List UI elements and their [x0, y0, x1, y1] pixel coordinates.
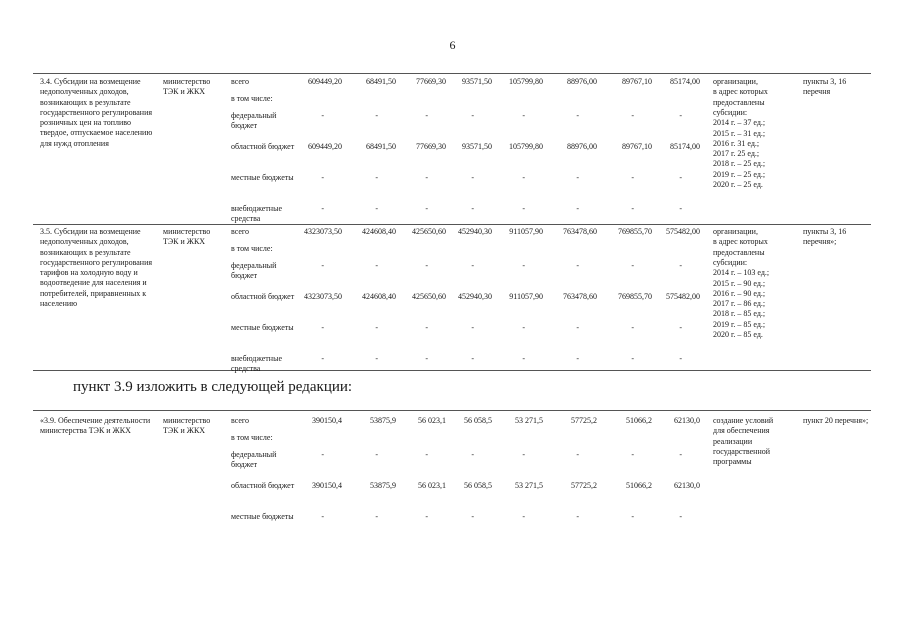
expected-result-line: создание условий [713, 416, 774, 425]
funding-value: - [576, 204, 579, 213]
funding-value: 424608,40 [362, 227, 396, 236]
funding-value: - [425, 450, 428, 459]
program-item-title: 3.4. Субсидии на возмещение недополученных доходов, возникающих в результате государственного регулирования розничных цен на топливо твердое, отпускаемое населению для нужд отопления [40, 77, 153, 148]
expected-result-line: организации, [713, 77, 758, 86]
funding-value: 609449,20 [308, 77, 342, 86]
expected-result-line: 2016 г. – 90 ед.; [713, 288, 766, 298]
funding-value: - [375, 512, 378, 521]
funding-value: 911057,90 [509, 292, 543, 301]
funding-value: - [321, 450, 324, 459]
funding-value: - [471, 261, 474, 270]
expected-result-line: 2019 г. – 85 ед.; [713, 319, 766, 329]
funding-value: - [576, 450, 579, 459]
funding-value: - [522, 111, 525, 120]
funding-value: - [471, 354, 474, 363]
funding-value: - [522, 450, 525, 459]
funding-value: - [375, 111, 378, 120]
funding-value: - [679, 111, 682, 120]
funding-value: 88976,00 [567, 142, 597, 151]
funding-value: 53 271,5 [515, 481, 543, 490]
funding-value: - [679, 261, 682, 270]
funding-value: - [375, 450, 378, 459]
expected-result-line: в адрес которых [713, 87, 768, 97]
funding-value: - [425, 204, 428, 213]
funding-value: 575482,00 [666, 227, 700, 236]
funding-value: 105799,80 [509, 142, 543, 151]
funding-value: 609449,20 [308, 142, 342, 151]
expected-result-line: 2018 г. – 85 ед.; [713, 309, 766, 319]
funding-value: 51066,2 [626, 481, 652, 490]
funding-value: 56 023,1 [418, 481, 446, 490]
funding-source-label: федеральный бюджет [231, 261, 277, 281]
expected-result-line: 2017 г. – 86 ед.; [713, 299, 766, 309]
funding-value: - [679, 173, 682, 182]
funding-value: - [631, 323, 634, 332]
funding-value: - [576, 111, 579, 120]
expected-result-line: 2019 г. – 25 ед.; [713, 169, 766, 179]
funding-value: 85174,00 [670, 77, 700, 86]
executor: министерство ТЭК и ЖКХ [163, 227, 211, 247]
funding-value: - [375, 354, 378, 363]
funding-value: - [375, 261, 378, 270]
executor: министерство ТЭК и ЖКХ [163, 416, 211, 436]
funding-value: 769855,70 [618, 227, 652, 236]
funding-value: 425650,60 [412, 292, 446, 301]
funding-value: - [321, 354, 324, 363]
funding-value: 424608,40 [362, 292, 396, 301]
funding-value: - [425, 323, 428, 332]
funding-value: - [375, 204, 378, 213]
funding-value: 68491,50 [366, 142, 396, 151]
funding-value: 53875,9 [370, 481, 396, 490]
funding-value: - [679, 512, 682, 521]
funding-value: 51066,2 [626, 416, 652, 425]
funding-value: 452940,30 [458, 227, 492, 236]
expected-result-line: 2014 г. – 103 ед.; [713, 268, 770, 278]
section-heading: пункт 3.9 изложить в следующей редакции: [73, 379, 353, 395]
funding-value: - [631, 204, 634, 213]
expected-result-line: предоставлены [713, 97, 765, 107]
funding-value: - [425, 173, 428, 182]
funding-value: 93571,50 [462, 77, 492, 86]
table-top-rule-2 [33, 410, 871, 411]
funding-value: - [631, 111, 634, 120]
funding-value: - [576, 173, 579, 182]
funding-value: 68491,50 [366, 77, 396, 86]
funding-value: - [471, 450, 474, 459]
funding-value: - [321, 173, 324, 182]
expected-result-line: 2017 г. 25 ед.; [713, 149, 760, 159]
funding-source-label: всего [231, 416, 250, 425]
program-item-title: 3.5. Субсидии на возмещение недополученных доходов, возникающих в результате государственного регулирования тарифов на холодную воду и водоотведение для населения и потребителей, приравненных к населению [40, 227, 153, 309]
funding-value: - [321, 261, 324, 270]
funding-value: - [631, 450, 634, 459]
funding-value: 77669,30 [416, 142, 446, 151]
expected-result-line: для обеспечения [713, 426, 770, 436]
funding-value: 57725,2 [571, 481, 597, 490]
funding-value: - [321, 111, 324, 120]
funding-value: - [576, 323, 579, 332]
expected-result-line: организации, [713, 227, 758, 236]
funding-value: - [425, 354, 428, 363]
expected-result-line: 2014 г. – 37 ед.; [713, 118, 766, 128]
funding-source-label: областной бюджет [231, 481, 295, 490]
funding-value: 53875,9 [370, 416, 396, 425]
expected-result-line: реализации [713, 436, 753, 446]
funding-value: - [631, 173, 634, 182]
funding-value: - [425, 261, 428, 270]
funding-value: 57725,2 [571, 416, 597, 425]
expected-result-line: 2020 г. – 85 ед. [713, 330, 763, 339]
funding-value: 89767,10 [622, 142, 652, 151]
funding-value: 911057,90 [509, 227, 543, 236]
funding-source-label: в том числе: [231, 433, 273, 442]
funding-value: - [679, 204, 682, 213]
funding-value: 4323073,50 [304, 227, 342, 236]
funding-value: - [375, 323, 378, 332]
row-divider [33, 224, 871, 225]
funding-source-label: всего [231, 227, 250, 236]
executor: министерство ТЭК и ЖКХ [163, 77, 211, 97]
funding-value: - [321, 512, 324, 521]
funding-source-label: в том числе: [231, 244, 273, 253]
funding-value: 763478,60 [563, 292, 597, 301]
funding-value: - [471, 323, 474, 332]
funding-value: 105799,80 [509, 77, 543, 86]
funding-value: - [576, 261, 579, 270]
funding-value: - [522, 173, 525, 182]
indicator-link: пункт 20 перечня»; [803, 416, 869, 425]
funding-source-label: всего [231, 77, 250, 86]
funding-value: - [471, 173, 474, 182]
expected-result-line: в адрес которых [713, 237, 768, 247]
funding-value: - [522, 261, 525, 270]
funding-value: - [375, 173, 378, 182]
funding-value: - [631, 512, 634, 521]
expected-result-line: 2015 г. – 90 ед.; [713, 278, 766, 288]
expected-result-line: 2020 г. – 25 ед. [713, 180, 763, 189]
funding-value: - [522, 204, 525, 213]
funding-value: 763478,60 [563, 227, 597, 236]
funding-value: 62130,0 [674, 416, 700, 425]
funding-value: - [631, 261, 634, 270]
expected-result-line: субсидии: [713, 107, 748, 117]
funding-value: - [425, 512, 428, 521]
funding-value: 77669,30 [416, 77, 446, 86]
funding-value: - [471, 512, 474, 521]
funding-source-label: местные бюджеты [231, 323, 294, 332]
expected-result-line: 2015 г. – 31 ед.; [713, 128, 766, 138]
funding-value: 390150,4 [312, 481, 342, 490]
funding-source-label: внебюджетные средства [231, 354, 282, 374]
funding-value: 769855,70 [618, 292, 652, 301]
funding-value: - [425, 111, 428, 120]
funding-value: 85174,00 [670, 142, 700, 151]
funding-value: 575482,00 [666, 292, 700, 301]
funding-value: 56 058,5 [464, 481, 492, 490]
funding-value: - [522, 354, 525, 363]
funding-value: - [576, 354, 579, 363]
funding-value: 452940,30 [458, 292, 492, 301]
funding-value: - [471, 204, 474, 213]
funding-source-label: внебюджетные средства [231, 204, 282, 224]
expected-result-line: государственной [713, 446, 771, 456]
table-bottom-rule [33, 370, 871, 371]
expected-result-line: предоставлены [713, 247, 765, 257]
funding-value: - [576, 512, 579, 521]
funding-value: 56 023,1 [418, 416, 446, 425]
funding-value: 4323073,50 [304, 292, 342, 301]
funding-value: 88976,00 [567, 77, 597, 86]
page-number: 6 [449, 38, 456, 52]
funding-value: - [321, 323, 324, 332]
funding-source-label: федеральный бюджет [231, 450, 277, 470]
funding-value: 62130,0 [674, 481, 700, 490]
funding-value: 89767,10 [622, 77, 652, 86]
expected-result-line: 2018 г. – 25 ед.; [713, 159, 766, 169]
funding-value: - [522, 323, 525, 332]
funding-source-label: федеральный бюджет [231, 111, 277, 131]
funding-source-label: местные бюджеты [231, 173, 294, 182]
funding-source-label: областной бюджет [231, 292, 295, 301]
table-top-rule [33, 73, 871, 74]
funding-source-label: местные бюджеты [231, 512, 294, 521]
funding-value: - [471, 111, 474, 120]
funding-value: - [679, 450, 682, 459]
funding-value: - [631, 354, 634, 363]
funding-value: 425650,60 [412, 227, 446, 236]
funding-source-label: областной бюджет [231, 142, 295, 151]
expected-result-line: программы [713, 457, 752, 467]
funding-value: 53 271,5 [515, 416, 543, 425]
indicator-link: пункты 3, 16 перечня»; [803, 227, 847, 247]
funding-value: - [679, 354, 682, 363]
indicator-link: пункты 3, 16 перечня [803, 77, 847, 97]
funding-value: - [522, 512, 525, 521]
funding-value: 390150,4 [312, 416, 342, 425]
program-item-title: «3.9. Обеспечение деятельности министерства ТЭК и ЖКХ [40, 416, 151, 436]
expected-result-line: субсидии: [713, 257, 748, 267]
funding-value: - [679, 323, 682, 332]
expected-result-line: 2016 г. 31 ед.; [713, 138, 760, 148]
funding-value: 93571,50 [462, 142, 492, 151]
funding-value: - [321, 204, 324, 213]
funding-source-label: в том числе: [231, 94, 273, 103]
funding-value: 56 058,5 [464, 416, 492, 425]
